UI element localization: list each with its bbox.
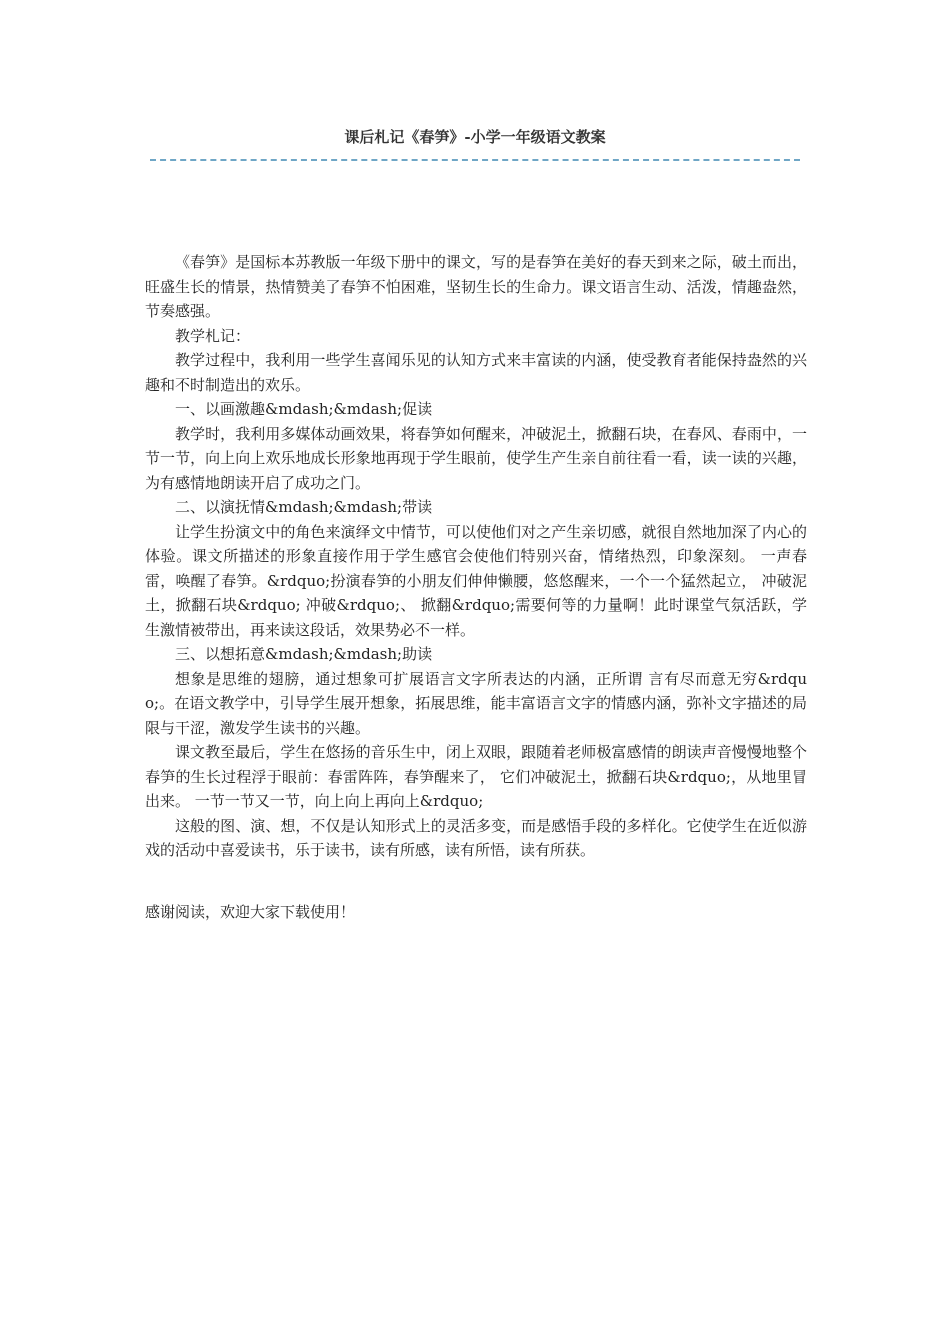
paragraph-ending-class: 课文教至最后，学生在悠扬的音乐生中，闭上双眼，跟随着老师极富感情的朗读声音慢慢地整个春笋的生长过程浮于眼前：春雷阵阵，春笋醒来了， 它们冲破泥土，掀翻石块&rdquo;，从地里冒出来。 一节一节又一节，向上向上再向上&rdquo; <box>145 743 807 810</box>
title-divider <box>150 159 800 161</box>
page-title: 课后札记《春笋》-小学一年级语文教案 <box>344 128 606 146</box>
paragraph-notes-heading: 教学札记： <box>175 326 251 345</box>
closing-note: 感谢阅读，欢迎大家下载使用！ <box>145 903 356 921</box>
paragraph-summary: 这般的图、演、想，不仅是认知形式上的灵活多变，而是感悟手段的多样化。它使学生在近似游戏的活动中喜爱读书，乐于读书，读有所感，读有所悟，读有所获。 <box>145 816 807 859</box>
paragraph-section-2: 让学生扮演文中的角色来演绎文中情节，可以使他们对之产生亲切感，就很自然地加深了内心的体验。课文所描述的形象直接作用于学生感官会使他们特别兴奋，情绪热烈，印象深刻。 一声春雷，唤醒了春笋。&rdquo;扮演春笋的小朋友们伸伸懒腰，悠悠醒来，一个一个猛然起立， 冲破泥土，掀翻石块&rdquo; 冲破&rdquo;、 掀翻&rdquo;需要何等的力量啊！此时课堂气氛活跃，学生激情被带出，再来读这段话，效果势必不一样。 <box>145 522 807 639</box>
document-body <box>145 250 807 863</box>
paragraph-section-1: 教学时，我利用多媒体动画效果，将春笋如何醒来，冲破泥土，掀翻石块，在春风、春雨中，一节一节，向上向上欢乐地成长形象地再现于学生眼前，使学生产生亲自前往看一看，读一读的兴趣，为有感情地朗读开启了成功之门。 <box>145 424 807 492</box>
paragraph-section-3: 想象是思维的翅膀，通过想象可扩展语言文字所表达的内涵，正所谓 言有尽而意无穷&rdquo;。在语文教学中，引导学生展开想象，拓展思维，能丰富语言文字的情感内涵，弥补文字描述的局限与干涩，激发学生读书的兴趣。 <box>145 669 807 737</box>
paragraph-intro: 《春笋》是国标本苏教版一年级下册中的课文，写的是春笋在美好的春天到来之际，破土而出，旺盛生长的情景，热情赞美了春笋不怕困难，坚韧生长的生命力。课文语言生动、活泼，情趣盎然，节奏感强。 <box>145 253 807 320</box>
paragraph-process: 教学过程中，我利用一些学生喜闻乐见的认知方式来丰富读的内涵，使受教育者能保持盎然的兴趣和不时制造出的欢乐。 <box>145 351 807 394</box>
section-heading-2: 二、以演抚情&mdash;&mdash;带读 <box>175 498 433 516</box>
section-heading-1: 一、以画激趣&mdash;&mdash;促读 <box>175 400 433 418</box>
section-heading-3: 三、以想拓意&mdash;&mdash;助读 <box>175 645 433 663</box>
